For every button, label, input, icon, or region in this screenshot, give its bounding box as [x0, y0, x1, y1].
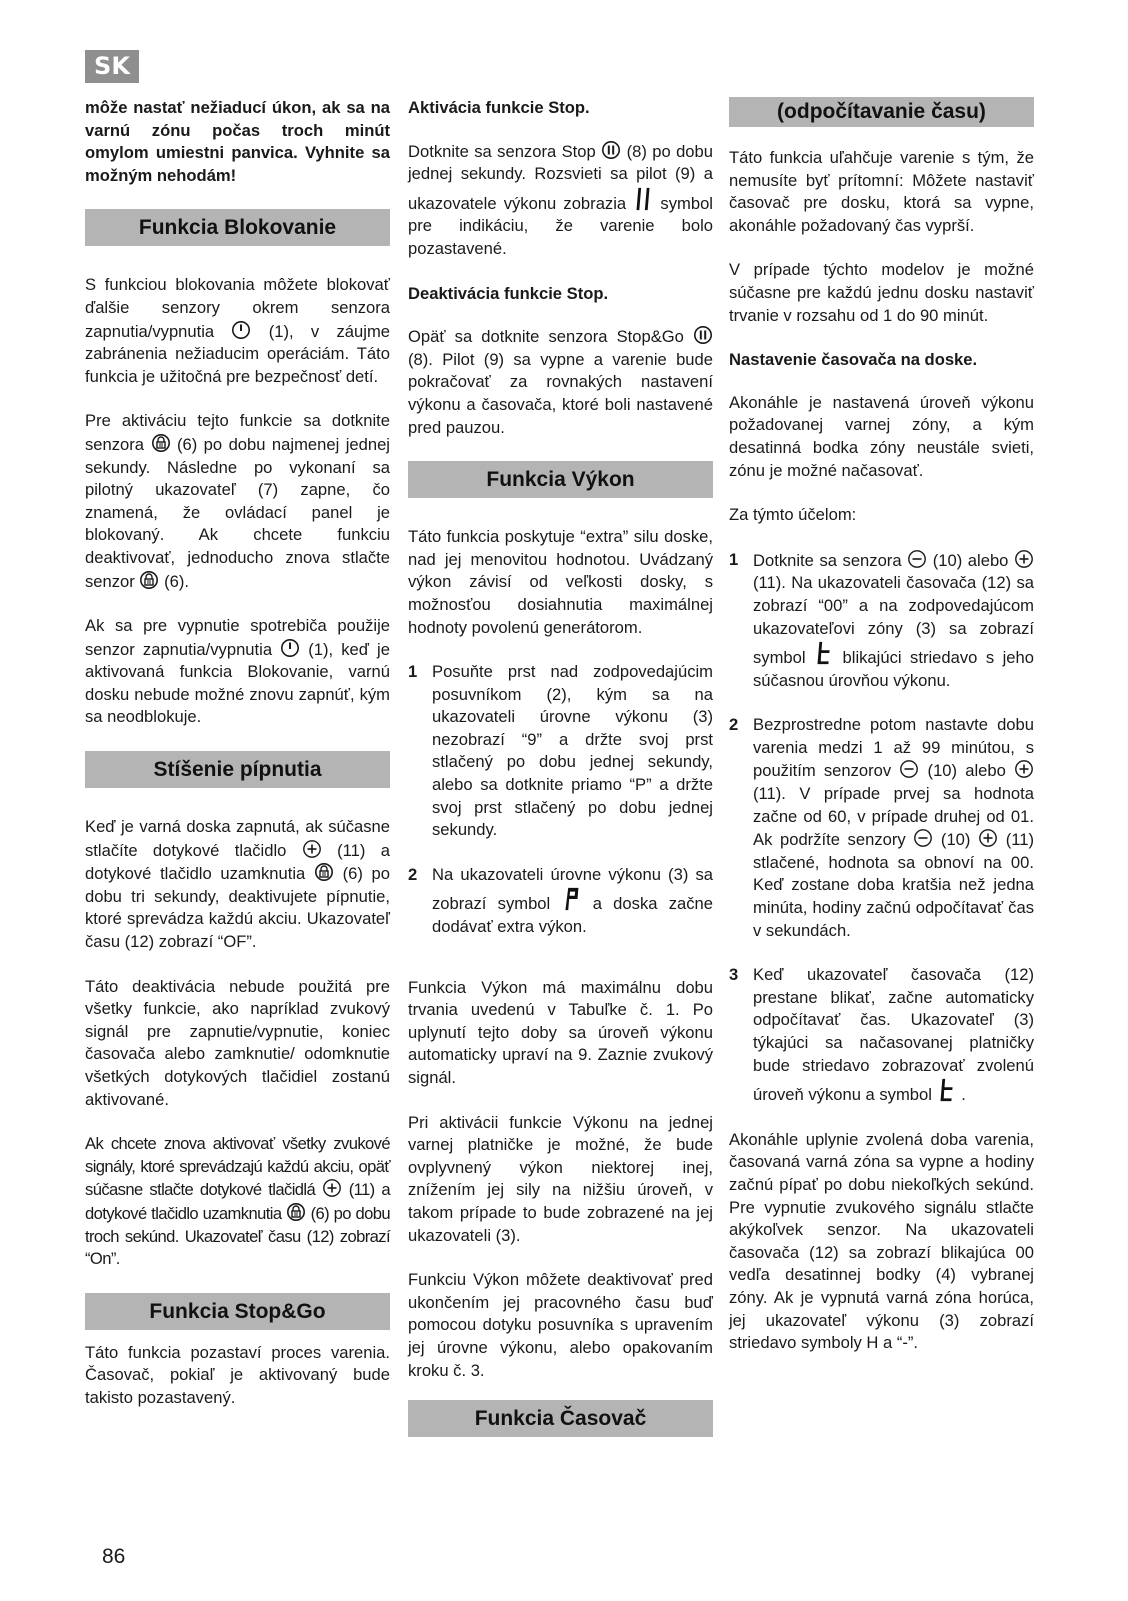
lock-icon	[151, 433, 171, 453]
text: (11) stlačené, hodnota sa obnoví na 00. Keď zostane doba kratšia než jedna minúta, hodiny začnú odpočítavať čas v sekundách.	[753, 830, 1034, 940]
paragraph: Táto funkcia poskytuje “extra” silu doske, nad jej menovitou hodnotou. Uvádzaný výkon závisí od veľkosti dosky, s možnosťou dosiahnutia maximálnej hodnoty povolenú generátorom.	[408, 527, 713, 637]
list-number: 2	[408, 864, 418, 884]
text: (6).	[164, 571, 189, 591]
list-text	[753, 714, 1034, 942]
text: symbol pre indikáciu, že varenie bolo pozastavené.	[408, 193, 713, 258]
text: (10) alebo	[932, 550, 1009, 570]
column-1	[85, 97, 390, 1432]
heading-odpocitavanie: (odpočítavanie času)	[729, 97, 1034, 127]
heading-blokovanie: Funkcia Blokovanie	[85, 209, 390, 246]
text: (6) po dobu troch sekúnd. Ukazovateľ času (12) zobrazí “On”.	[85, 1203, 391, 1269]
text: (8). Pilot (9) sa vypne a varenie bude pokračovať za rovnakých nastavení výkonu a časovača, ktoré boli nastavené pred pauzou.	[408, 349, 713, 437]
list-text	[753, 964, 1034, 1107]
list-number: 1	[408, 662, 418, 682]
text: S funkciou blokovania môžete blokovať ďalšie senzory okrem senzora zapnutia/vypnutia	[85, 275, 390, 341]
text: (11). Na ukazovateli časovača (12) sa zobrazí “00” a na zodpovedajúcom ukazovateľovi zóny (3) sa zobrazí symbol	[753, 573, 1034, 668]
paragraph: Akonáhle uplynie zvolená doba varenia, časovaná varná zóna sa vypne a hodiny začnú pípať po dobu niekoľkých sekúnd. Pre vypnutie zvukového signálu stlačte akýkoľvek senzor. Na ukazovateli časovača (12) sa zobrazí blikajúca 00 vedľa desatinnej bodky (4) vybranej zóny. Ak je vypnutá varná zóna horúca, jej ukazovateľ výkonu (3) zobrazí striedavo symboly H a “-”.	[729, 1129, 1034, 1353]
list-item	[729, 549, 1034, 693]
paragraph: Funkcia Výkon má maximálnu dobu trvania uvedenú v Tabuľke č. 1. Po uplynutí tejto doby sa úroveň výkonu automaticky upraví na 9. Zaznie zvukový signál.	[408, 977, 713, 1087]
list-item	[408, 864, 713, 939]
heading-casovac: Funkcia Časovač	[408, 1400, 713, 1437]
minus-icon	[907, 549, 927, 569]
paragraph	[85, 615, 390, 729]
text: Na ukazovateli úrovne výkonu (3) sa zobrazí symbol	[432, 864, 713, 914]
minus-icon	[913, 828, 933, 848]
text: (6) po dobu najmenej jednej sekundy. Následne po vykonaní sa pilotný ukazovateľ (7) zapne, čo znamená, že ovládací panel je blokovaný. Ak chcete funkciu deaktivovať, jednoducho znova stlačte senzor	[85, 434, 390, 591]
list-item	[729, 964, 1034, 1107]
text: (10) alebo	[927, 761, 1006, 781]
text: (8) po dobu jednej sekundy. Rozsvieti sa pilot (9) a ukazovatele výkonu zobrazia	[408, 141, 713, 213]
minus-icon	[899, 759, 919, 779]
plus-icon	[1014, 759, 1034, 779]
lock-icon	[314, 862, 334, 882]
plus-icon	[1014, 549, 1034, 569]
text: Dotknite sa senzora	[753, 550, 902, 570]
paragraph	[408, 325, 713, 439]
text: Bezprostredne potom nastavte dobu varenia medzi 1 až 99 minútou, s použitím senzorov	[753, 715, 1034, 781]
text: Ak sa pre vypnutie spotrebiča použije senzor zapnutia/vypnutia	[85, 616, 390, 659]
pause-icon	[693, 325, 713, 345]
segment-pause-icon	[633, 186, 653, 212]
lock-icon	[139, 570, 159, 590]
text: (1), keď je aktivovaná funkcia Blokovanie, varnú dosku nebude možné znovu zapnúť, kým sa neodblokuje.	[85, 639, 390, 727]
heading-stisenie: Stíšenie pípnutia	[85, 751, 390, 788]
paragraph	[85, 410, 390, 593]
text: (10)	[940, 830, 971, 850]
text: Ak chcete znova aktivovať všetky zvukové signály, ktoré sprevádzajú každú akciu, opäť súčasne stlačte dotykové tlačidlá	[85, 1134, 390, 1200]
intro-warning: môže nastať nežiaducí úkon, ak sa na varnú zónu počas troch minút omylom umiestni panvica. Vyhnite sa možným nehodám!	[85, 98, 390, 185]
paragraph: Akonáhle je nastavená úroveň výkonu požadovanej varnej zóny, a kým desatinná bodka zóny neustále svieti, zónu je možné načasovať.	[729, 392, 1034, 480]
paragraph: Táto funkcia uľahčuje varenie s tým, že nemusíte byť prítomní: Môžete nastaviť časovač pre dosku, ktorá sa vypne, akonáhle požadovaný čas vyprší.	[729, 148, 1034, 235]
list-item	[408, 661, 713, 842]
column-3	[729, 97, 1034, 1377]
text: (11) a dotykové tlačidlo uzamknutia	[85, 840, 390, 884]
paragraph: Táto funkcia pozastaví proces varenia. Časovač, pokiaľ je aktivovaný bude takisto pozastavený.	[85, 1342, 390, 1407]
plus-icon	[322, 1178, 342, 1198]
subheading-nastavenie: Nastavenie časovača na doske.	[729, 350, 978, 370]
language-tag: SK	[85, 50, 139, 83]
segment-p-icon	[561, 886, 581, 912]
segment-t-icon	[814, 640, 834, 666]
text: (1), v záujme zabránenia nežiaducim operáciám. Táto funkcia je užitočná pre bezpečnosť detí.	[85, 321, 390, 386]
paragraph: Za týmto účelom:	[729, 505, 857, 525]
list-number: 1	[729, 549, 739, 569]
plus-icon	[302, 839, 322, 859]
segment-t-icon	[937, 1077, 957, 1103]
pause-icon	[601, 140, 621, 160]
text: Dotknite sa senzora Stop	[408, 141, 596, 161]
paragraph: Funkciu Výkon môžete deaktivovať pred ukončením jej pracovného času buď pomocou dotyku posuvníka s upravením jej úrovne výkonu, alebo opakovaním kroku č. 3.	[408, 1270, 713, 1380]
list-item	[729, 714, 1034, 942]
power-icon	[280, 638, 300, 658]
list-text: Posuňte prst nad zodpovedajúcim posuvníkom (2), kým sa na ukazovateli úrovne výkonu (3) nezobrazí “9” a držte svoj prst stlačený po dobu jednej sekundy, alebo sa dotknite priamo “P” a držte svoj prst stlačený po dobu jednej sekundy.	[432, 662, 713, 840]
column-2	[408, 97, 713, 1465]
subheading-aktivacia: Aktivácia funkcie Stop.	[408, 98, 590, 117]
text: Keď je varná doska zapnutá, ak súčasne stlačíte dotykové tlačidlo	[85, 817, 390, 860]
paragraph: Táto deaktivácia nebude použitá pre všetky funkcie, ako napríklad zvukový signál pre zapnutie/vypnutie, koniec časovača alebo zamknutie/ odomknutie všetkých dotykových tlačidiel zostanú aktivované.	[85, 976, 390, 1109]
text: Opäť sa dotknite senzora Stop&Go	[408, 327, 684, 347]
paragraph	[85, 1133, 390, 1271]
list-number: 3	[729, 965, 739, 985]
heading-stopgo: Funkcia Stop&Go	[85, 1293, 390, 1330]
text: (11). V prípade prvej sa hodnota začne od 60, v prípade druhej od 01. Ak podržíte senzory	[753, 784, 1034, 850]
power-icon	[231, 320, 251, 340]
paragraph: Pri aktivácii funkcie Výkonu na jednej varnej platničke je možné, že bude ovplyvnený výkon niektorej inej, znížením jej sily na nižšiu úroveň, v takom prípade to bude zobrazené na jej ukazovateli (3).	[408, 1112, 713, 1245]
heading-vykon: Funkcia Výkon	[408, 461, 713, 498]
list-text	[432, 864, 713, 939]
lock-icon	[286, 1202, 306, 1222]
text: Keď ukazovateľ časovača (12) prestane blikať, začne automaticky odpočítavať čas. Ukazovateľ (3) týkajúci sa načasovanej platničky bude striedavo zobrazovať zvolenú úroveň výkonu a symbol	[753, 965, 1034, 1105]
paragraph: V prípade týchto modelov je možné súčasne pre každú jednu dosku nastaviť trvanie v rozsahu od 1 do 90 minút.	[729, 260, 1034, 325]
paragraph	[85, 274, 390, 388]
list-text	[753, 549, 1034, 693]
text: Pre aktiváciu tejto funkcie sa dotknite senzora	[85, 411, 390, 454]
plus-icon	[978, 828, 998, 848]
list-number: 2	[729, 715, 739, 735]
text: (11) a dotykové tlačidlo uzamknutia	[85, 1180, 390, 1223]
text: a doska začne dodávať extra výkon.	[432, 894, 713, 937]
page-number: 86	[102, 1545, 126, 1568]
subheading-deaktivacia: Deaktivácia funkcie Stop.	[408, 283, 609, 303]
paragraph	[85, 816, 390, 954]
text: (6) po dobu tri sekundy, deaktivujete pípnutie, ktoré sprevádza každú akciu. Ukazovateľ času (12) zobrazí “OF”.	[85, 864, 390, 952]
text: .	[961, 1085, 966, 1105]
paragraph	[408, 140, 713, 261]
text: blikajúci striedavo s jeho súčasnou úrovňou výkonu.	[753, 648, 1034, 690]
